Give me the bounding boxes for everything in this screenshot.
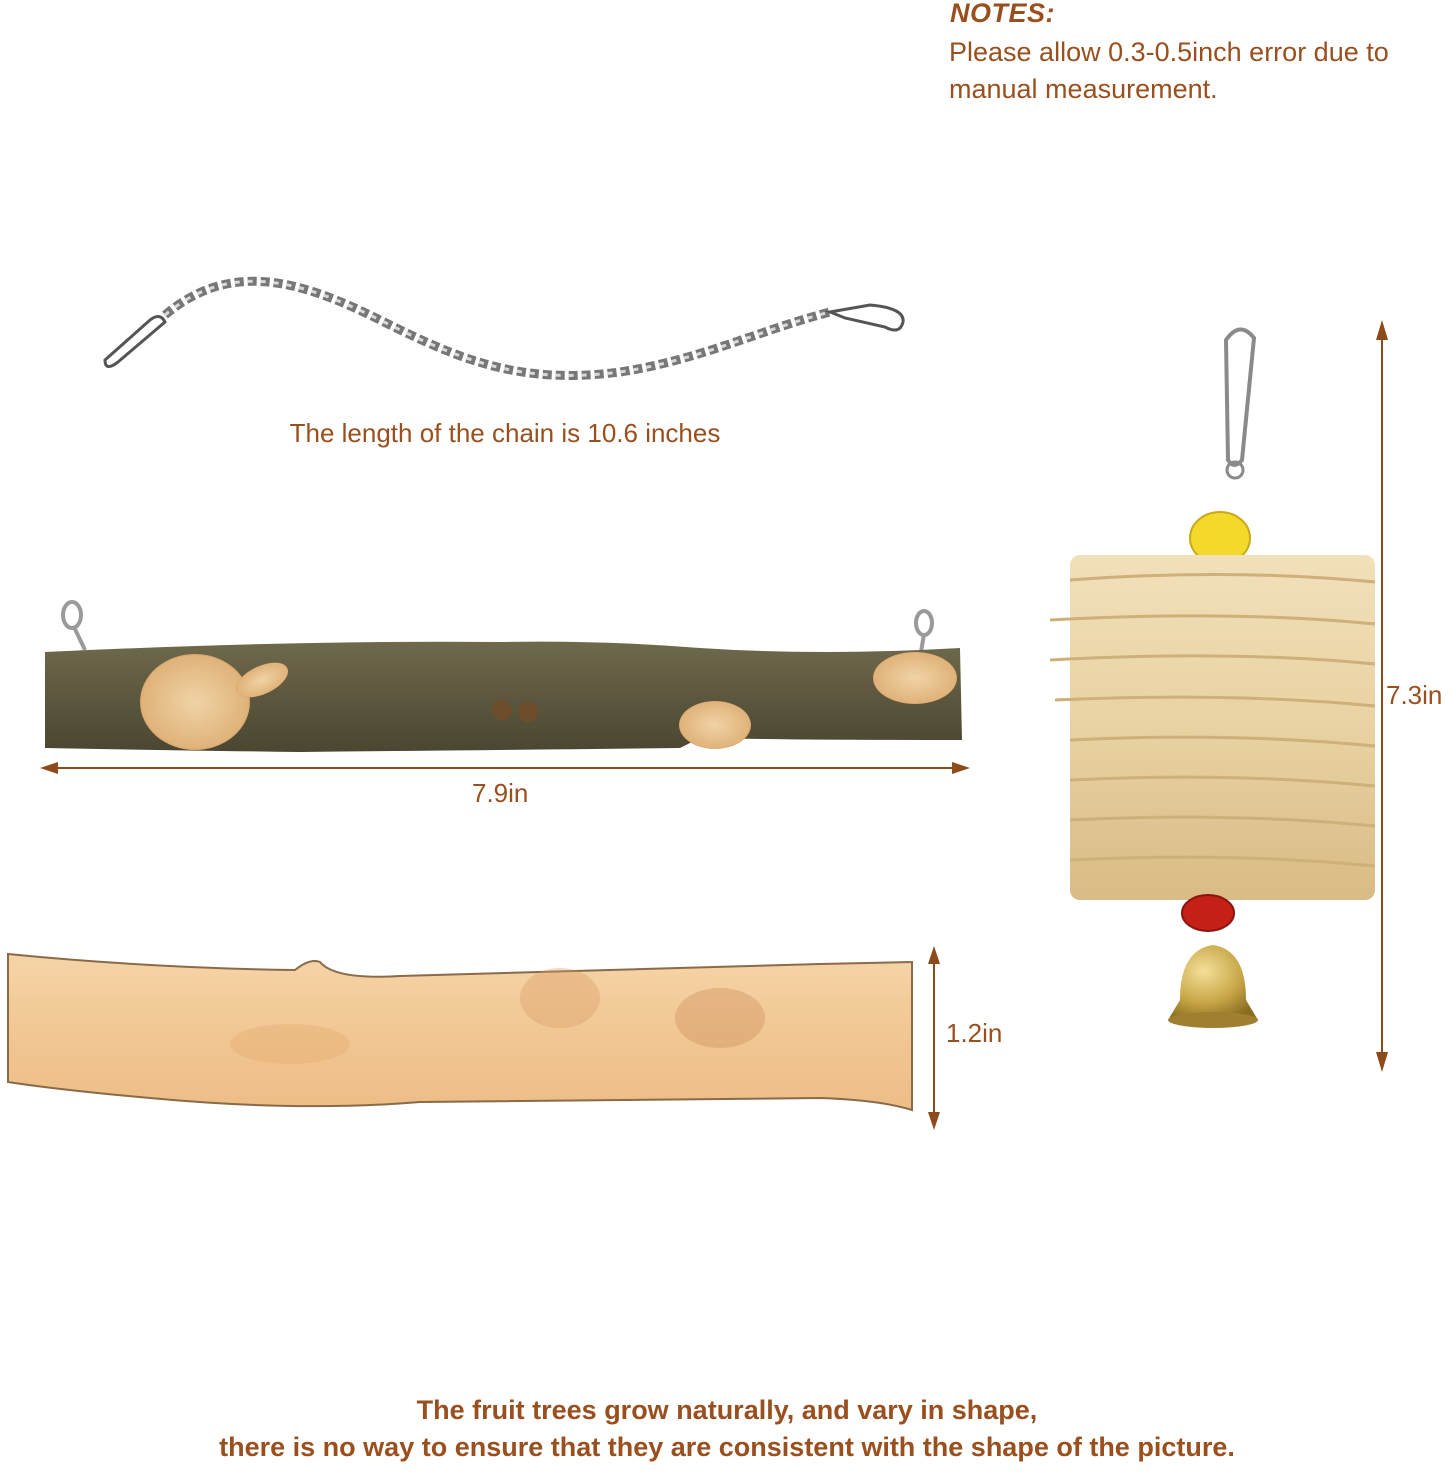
notes-title: NOTES: xyxy=(950,0,1056,28)
straw-toy-height-label: 7.3in xyxy=(1386,680,1443,710)
chain-length-caption: The length of the chain is 10.6 inches xyxy=(289,418,721,448)
notes-line-1: Please allow 0.3-0.5inch error due to xyxy=(949,37,1389,67)
footer-line-2: there is no way to ensure that they are consistent with the shape of the picture. xyxy=(219,1432,1235,1462)
straw-weave xyxy=(1050,555,1375,900)
plank-width-label: 1.2in xyxy=(946,1018,1003,1048)
footer-line-1: The fruit trees grow naturally, and vary in shape, xyxy=(416,1395,1038,1425)
straw-toy-image xyxy=(1030,320,1430,1080)
footer-disclaimer xyxy=(0,1392,1454,1466)
width-arrow-vertical xyxy=(924,944,944,1134)
notes-line-2: manual measurement. xyxy=(949,74,1218,104)
branch-length-label: 7.9in xyxy=(472,778,529,808)
